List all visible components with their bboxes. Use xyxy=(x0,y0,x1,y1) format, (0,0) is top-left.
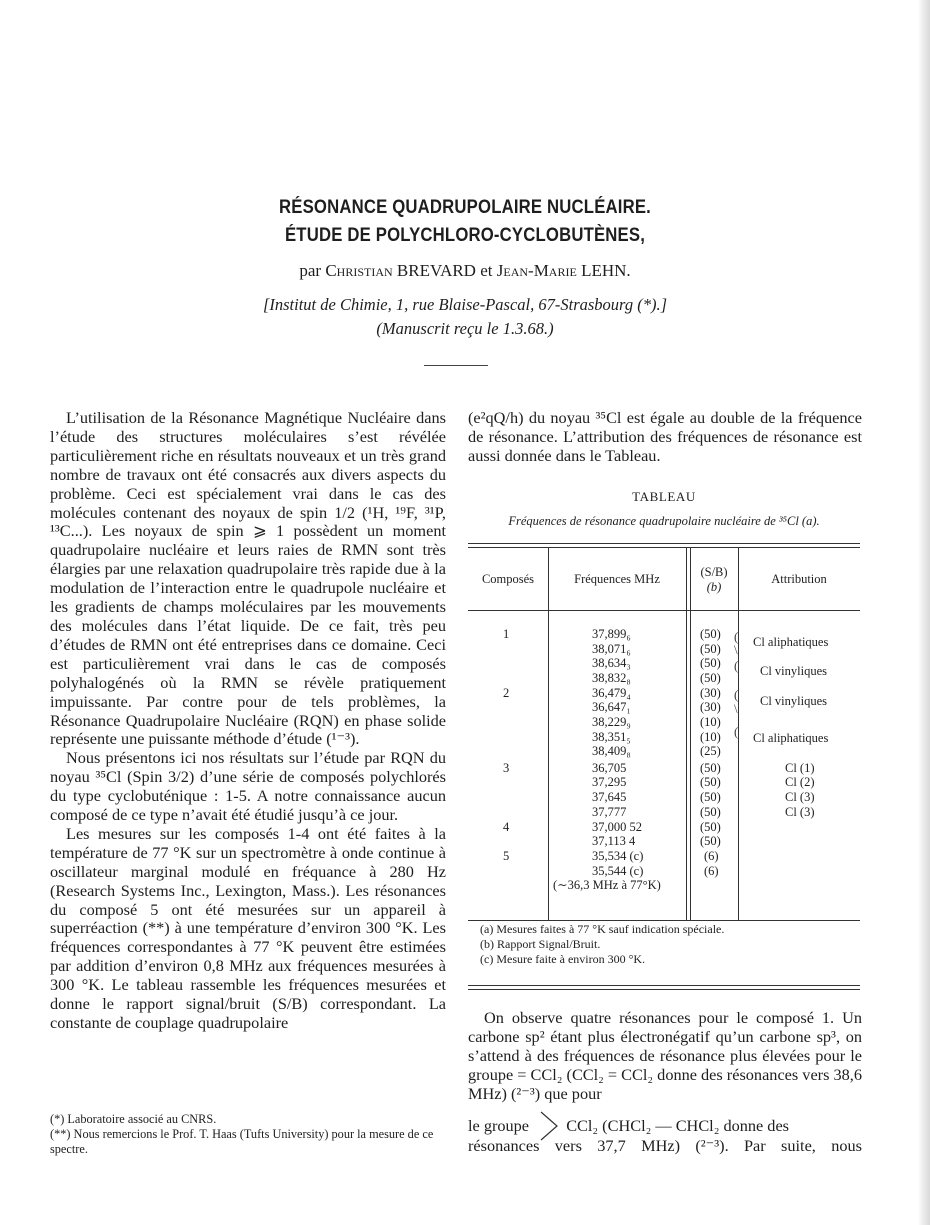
table-top-rule xyxy=(468,543,860,544)
left-column xyxy=(50,409,446,1033)
sb-cell: (6) xyxy=(704,864,719,878)
attribution-cell: Cl (2) xyxy=(785,775,815,789)
footnote-2: (**) Nous remercions le Prof. T. Haas (Tufts University) pour la mesure de ce spectre. xyxy=(50,1127,434,1156)
attribution-cell: Cl aliphatiques xyxy=(753,731,829,745)
paragraph-coupling: (e²qQ/h) du noyau ³⁵Cl est égale au double de la fréquence de résonance. L’attribution des fréquences de résonance est aussi donnée dans le Tableau. xyxy=(468,408,862,465)
paragraph-methods: Les mesures sur les composés 1-4 ont été faites à la température de 77 °K sur un spectromètre à onde continue à oscillateur marginal modulé en fréquance à 280 Hz (Research Systems Inc., Lexington, Mass.). Les résonances du composé 5 ont été mesurées sur un appareil à superréaction (**) à une température d’environ 300 °K. Les fréquences correspondantes à 77 °K peuvent être estimées par addition d’environ 0,8 MHz aux fréquences mesurées à 300 °K. Le tableau rassemble les fréquences mesurées et donne le rapport signal/bruit (S/B) correspondant. La constante de couplage quadrupolaire xyxy=(50,823,446,1032)
page-edge-shadow xyxy=(918,0,930,1225)
table-note-c: (c) Mesure faite à environ 300 °K. xyxy=(480,952,646,966)
freq-cell: 37,777 xyxy=(592,805,627,819)
notes-rule-2 xyxy=(468,989,860,990)
freq-cell: 37,899₆ xyxy=(592,627,631,641)
brace-mark: \ xyxy=(734,701,738,716)
table-top-rule-2 xyxy=(468,547,860,548)
freq-cell: 38,351₅ xyxy=(592,730,631,744)
attribution-cell: Cl vinyliques xyxy=(760,664,828,678)
author2-first-name: Jean-Marie xyxy=(496,261,577,280)
table-note-a: (a) Mesures faites à 77 °K sauf indication spéciale. xyxy=(480,922,725,936)
group-formula: CCl₂ (CHCl₂ — CHCl₂ donne des xyxy=(566,1116,790,1135)
attribution-cell: Cl (3) xyxy=(785,790,815,804)
header-frequences: Fréquences MHz xyxy=(574,572,660,586)
attribution-cell: Cl (1) xyxy=(785,761,815,775)
footnote-1: (*) Laboratoire associé au CNRS. xyxy=(50,1112,217,1126)
table-col-divider-2 xyxy=(686,548,687,920)
brace-mark: ( xyxy=(734,724,739,739)
received-date: (Manuscrit reçu le 1.3.68.) xyxy=(376,319,554,338)
par-word: par xyxy=(299,261,322,280)
right-column-body xyxy=(468,1009,862,1104)
freq-cell: 38,634₃ xyxy=(592,656,631,670)
freq-cell: 35,544 (c) xyxy=(592,864,644,878)
freq-cell: 38,071₆ xyxy=(592,642,631,656)
freq-cell: 37,000 52 xyxy=(592,820,642,834)
freq-cell: 36,647₁ xyxy=(592,700,631,714)
group-text: le groupe xyxy=(468,1116,530,1135)
institution-line: [Institut de Chimie, 1, rue Blaise-Pascal, 67-Strasbourg (*).] xyxy=(262,295,668,314)
table-col-divider-2b xyxy=(690,548,691,920)
sb-cell: (30) xyxy=(700,700,721,714)
paragraph-final-line: résonances vers 37,7 MHz) (²⁻³). Par suite, nous xyxy=(468,1136,862,1155)
compound-3: 3 xyxy=(503,761,510,775)
compound-1: 1 xyxy=(503,627,510,641)
table-notes xyxy=(480,922,724,967)
compound-5: 5 xyxy=(503,849,510,863)
header-sb-note: (b) xyxy=(706,580,722,594)
paragraph-observations: On observe quatre résonances pour le composé 1. Un carbone sp² étant plus électronégatif qu’un carbone sp³, on s’attend à des fréquences de résonance plus élevées pour le groupe = CCl₂ (CCl₂ = CCl₂ donne des résonances vers 38,6 MHz) (²⁻³) que pour xyxy=(468,1008,862,1103)
last-line xyxy=(468,1137,862,1156)
compound-4: 4 xyxy=(503,820,510,834)
author-line xyxy=(0,261,930,281)
sb-cell: (50) xyxy=(700,805,721,819)
header-sb: (S/B) xyxy=(700,565,728,579)
freq-cell: 38,832₈ xyxy=(592,671,631,685)
table-title: TABLEAU xyxy=(632,489,696,504)
attribution-cell: Cl vinyliques xyxy=(760,694,828,708)
freq-cell: 36,479₄ xyxy=(592,686,631,700)
brace-mark: \ xyxy=(734,642,738,657)
sb-cell: (50) xyxy=(700,642,721,656)
sb-cell: (50) xyxy=(700,790,721,804)
author2-last-name: LEHN. xyxy=(581,261,631,280)
sb-cell: (10) xyxy=(700,715,721,729)
table-subtitle: Fréquences de résonance quadrupolaire nucléaire de ³⁵Cl (a). xyxy=(508,514,820,528)
sb-cell: (10) xyxy=(700,730,721,744)
author1-first-name: Christian xyxy=(325,261,393,280)
header-separator xyxy=(424,365,488,366)
sb-cell: (50) xyxy=(700,820,721,834)
et-word: et xyxy=(480,261,493,280)
header-attribution: Attribution xyxy=(771,572,827,586)
freq-cell: 37,645 xyxy=(592,790,627,804)
article-title-line-2: ÉTUDE DE POLYCHLORO-CYCLOBUTÈNES, xyxy=(284,225,646,246)
right-column-intro xyxy=(468,409,862,466)
attribution-cell: Cl aliphatiques xyxy=(753,635,829,649)
freq-cell: 36,705 xyxy=(592,761,627,775)
sb-cell: (50) xyxy=(700,775,721,789)
sb-cell: (50) xyxy=(700,671,721,685)
freq-cell: 38,229₉ xyxy=(592,715,631,729)
sb-cell: (50) xyxy=(700,834,721,848)
table-bottom-rule xyxy=(468,920,860,921)
freq-cell: 38,409₈ xyxy=(592,744,631,758)
table-header-rule xyxy=(468,610,860,611)
freq-cell: 37,113 4 xyxy=(592,834,636,848)
sb-cell: (30) xyxy=(700,686,721,700)
attribution-cell: Cl (3) xyxy=(785,805,815,819)
sb-cell: (25) xyxy=(700,744,721,758)
sb-cell: (6) xyxy=(704,849,719,863)
brace-mark: ( xyxy=(734,658,739,673)
sb-cell: (50) xyxy=(700,656,721,670)
freq-cell: (∼36,3 MHz à 77°K) xyxy=(553,878,661,892)
freq-cell: 35,534 (c) xyxy=(592,849,644,863)
article-title-line-1: RÉSONANCE QUADRUPOLAIRE NUCLÉAIRE. xyxy=(279,197,651,218)
brace-mark: ( xyxy=(734,687,739,702)
table-note-b: (b) Rapport Signal/Bruit. xyxy=(480,937,601,951)
sb-cell: (50) xyxy=(700,627,721,641)
notes-rule xyxy=(468,985,860,986)
freq-cell: 37,295 xyxy=(592,775,627,789)
author1-last-name: BREVARD xyxy=(396,261,476,280)
sb-cell: (50) xyxy=(700,761,721,775)
header-composes: Composés xyxy=(481,572,535,586)
table-col-divider-1 xyxy=(548,548,549,920)
footnotes xyxy=(50,1112,446,1157)
paragraph-intro: L’utilisation de la Résonance Magnétique Nucléaire dans l’étude des structures moléculaires s’est révélée particulièrement riche en résultats nouveaux et un très grand nombre de travaux ont été consacrés aux divers aspects du problème. Ceci est spécialement vrai dans le cas des molécules contenant des noyaux de spin 1/2 (¹H, ¹⁹F, ³¹P, ¹³C...). Les noyaux de spin ⩾ 1 possèdent un moment quadrupolaire nucléaire et leurs raies de RMN sont très élargies par une relaxation quadrupolaire très rapide due à la modulation de l’interaction entre le quadrupole nucléaire et les gradients de champs moléculaires par les mouvements des molécules dans l’état liquide. De ce fait, très peu d’études de RMN ont été entreprises dans ce domaine. Ceci est particulièrement vrai dans le cas de composés polyhalogénés où la RMN se révèle pratiquement impuissante. Par contre pour de tels problèmes, la Résonance Quadrupolaire Nucléaire (RQN) en phase solide représente une puissante méthode d’étude (¹⁻³). xyxy=(50,408,446,749)
compound-2: 2 xyxy=(503,686,510,700)
paragraph-results: Nous présentons ici nos résultats sur l’étude par RQN du noyau ³⁵Cl (Spin 3/2) d’une série de composés polychlorés du type cyclobuténique : 1-5. A notre connaissance aucun composé de ce type n’avait été étudié jusqu’à ce jour. xyxy=(50,748,446,825)
brace-mark: ( xyxy=(734,629,739,644)
